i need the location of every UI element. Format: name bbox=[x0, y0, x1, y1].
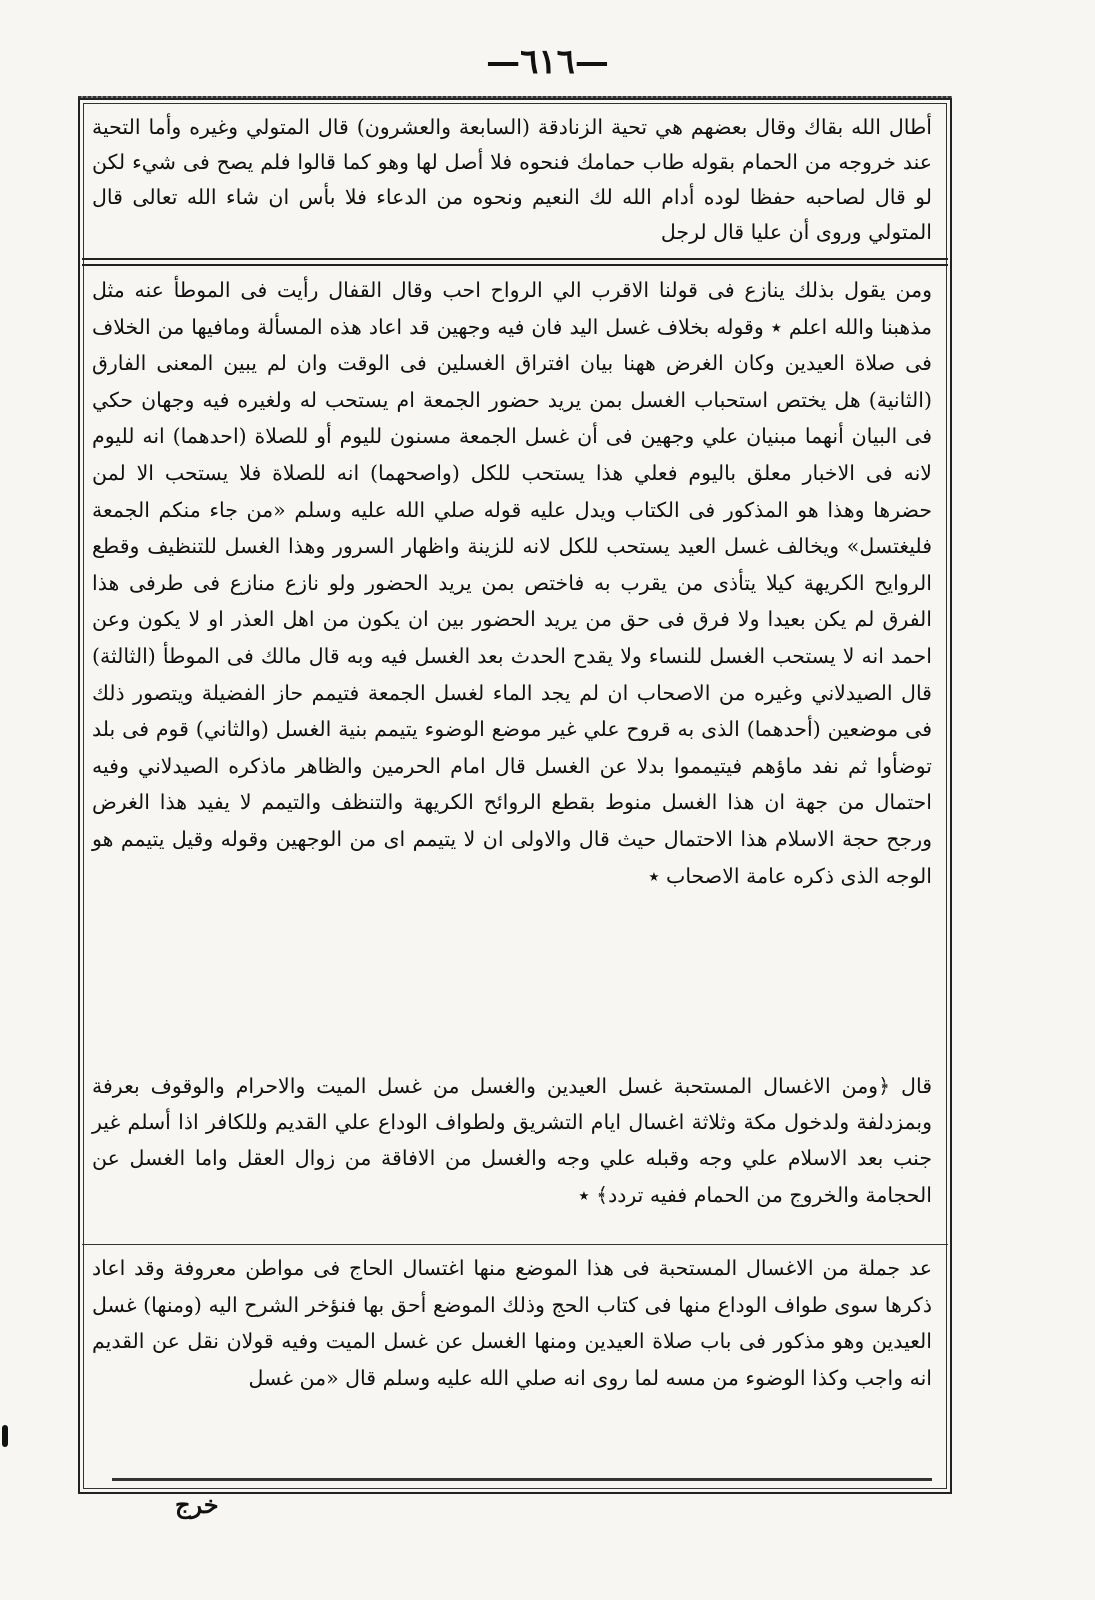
sharh-text: عد جملة من الاغسال المستحبة فى هذا الموضع منها اغتسال الحاج فى مواطن معروفة وقد اعاد ذكرها سوى طواف الوداع منها فى كتاب الحج وذلك الموضع أحق بها فنؤخر الشرح اليه (ومنها) غسل العيدين وهو مذكور فى باب صلاة العيدين ومنها الغسل عن غسل الميت وفيه قولان نقل عن القديم انه واجب وكذا الوضوء من مسه لما روى انه صلي الله عليه وسلم قال «من غسل bbox=[92, 1256, 932, 1390]
matn-block bbox=[92, 1068, 932, 1213]
main-commentary-block bbox=[92, 272, 932, 894]
sharh-block bbox=[92, 1250, 932, 1396]
page-number: —٦١٦— bbox=[486, 42, 609, 82]
divider-rule-2 bbox=[82, 264, 948, 266]
bottom-rule bbox=[112, 1478, 932, 1481]
section-separator-rule bbox=[82, 1244, 948, 1245]
catchword: خرج bbox=[175, 1490, 219, 1519]
top-commentary-block bbox=[92, 110, 932, 250]
margin-ink-mark bbox=[2, 1425, 8, 1447]
divider-rule-1 bbox=[82, 258, 948, 260]
main-commentary-text: ومن يقول بذلك ينازع فى قولنا الاقرب الي الرواح احب وقال القفال رأيت فى الموطأ عنه مثل مذهبنا والله اعلم ٭ وقوله بخلاف غسل اليد فان فيه وجهين قد اعاد هذه المسألة ومافيها من الخلاف فى صلاة العيدين وكان الغرض ههنا بيان افتراق الغسلين فى الوقت وان لم يبين المعنى الفارق (الثانية) هل يختص استحباب الغسل بمن يريد حضور الجمعة ام يستحب له ولغيره فيه وجهان حكي فى البيان أنهما مبنيان علي وجهين فى أن غسل الجمعة مسنون لليوم أو للصلاة (احدهما) انه لليوم لانه فى الاخبار معلق باليوم فعلي هذا يستحب للكل (واصحهما) انه للصلاة فلا يستحب الا لمن حضرها وهذا هو المذكور فى الكتاب ويدل عليه قوله صلي الله عليه وسلم «من جاء منكم الجمعة فليغتسل» ويخالف غسل العيد يستحب للكل لانه للزينة واظهار السرور وهذا الغسل للتنظيف وقطع الروايح الكريهة كيلا يتأذى من يقرب به فاختص بمن يريد الحضور ولو نازع منازع فى طرفى هذا الفرق لم يكن بعيدا ولا فرق فى حق من يريد الحضور بين ان يكون من اهل العذر او لا يكون وعن احمد انه لا يستحب الغسل للنساء ولا يقدح الحدث بعد الغسل فيه وبه قال مالك فى الموطأ (الثالثة) قال الصيدلاني وغيره من الاصحاب ان لم يجد الماء لغسل الجمعة فتيمم حاز الفضيلة ويتصور ذلك فى موضعين (أحدهما) الذى به قروح علي غير موضع الوضوء يتيمم بنية الغسل (والثاني) قوم فى بلد توضأوا ثم نفد ماؤهم فيتيمموا بدلا عن الغسل قال امام الحرمين والظاهر ماذكره الصيدلاني وفيه احتمال من جهة ان هذا الغسل منوط بقطع الروائح الكريهة والتنظف والتيمم لا يفيد هذا الغرض ورجح حجة الاسلام هذا الاحتمال حيث قال والاولى ان لا يتيمم اى من الوجهين وقوله وقيل يتيمم هو الوجه الذى ذكره عامة الاصحاب ٭ bbox=[92, 278, 933, 888]
matn-text: قال ﴿ومن الاغسال المستحبة غسل العيدين والغسل من غسل الميت والاحرام والوقوف بعرفة وبمزدلفة ولدخول مكة وثلاثة اغسال ايام التشريق ولطواف الوداع علي القديم وللكافر اذا أسلم غير جنب بعد الاسلام علي وجه وقبله علي وجه والغسل من الافاقة من زوال العقل واما الغسل عن الحجامة والخروج من الحمام ففيه تردد﴾ ٭ bbox=[92, 1074, 932, 1207]
top-commentary-text: أطال الله بقاك وقال بعضهم هي تحية الزنادقة (السابعة والعشرون) قال المتولي وغيره وأما التحية عند خروجه من الحمام بقوله طاب حمامك فنحوه فلا أصل لها وهو كما قالوا فلم يصح فى شيء لكن لو قال لصاحبه حفظا لوده أدام الله لك النعيم ونحوه من الدعاء فلا بأس ان شاء الله تعالى قال المتولي وروى أن عليا قال لرجل bbox=[92, 115, 932, 244]
